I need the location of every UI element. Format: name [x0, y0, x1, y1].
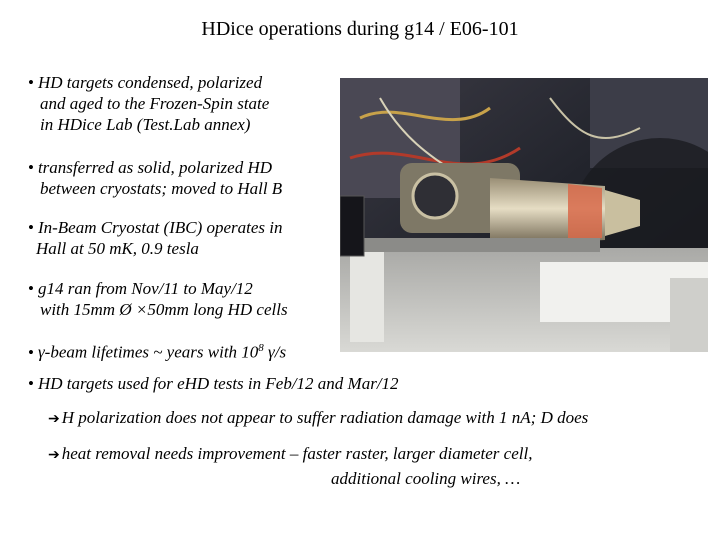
bullet-marker: • [28, 342, 34, 362]
bullet-line: γ-beam lifetimes ~ years with 10 [37, 342, 259, 362]
cryostat-photo-graphic [340, 78, 708, 352]
bullet-4 [28, 278, 288, 320]
bullet-marker: • [28, 279, 34, 298]
bullet-marker: • [28, 218, 34, 237]
sub-bullet-1 [48, 406, 588, 431]
bullet-line: Hall at 50 mK, 0.9 tesla [36, 239, 199, 258]
bullet-line: in HDice Lab (Test.Lab annex) [40, 115, 251, 134]
bullet-line: transferred as solid, polarized HD [37, 158, 273, 177]
bullet-line: γ/s [263, 342, 287, 362]
bullet-line: between cryostats; moved to Hall B [40, 179, 283, 198]
sub-bullet-line: H polarization does not appear to suffer radiation damage with 1 nA; D does [61, 408, 589, 427]
bullet-marker: • [28, 374, 34, 393]
bullet-2 [28, 157, 282, 199]
sub-bullet-line: heat removal needs improvement – faster raster, larger diameter cell, [61, 444, 533, 463]
sub-bullet-line: additional cooling wires, … [331, 469, 521, 488]
bullet-6 [28, 373, 399, 394]
arrow-icon: ➔ [48, 448, 60, 463]
bullet-3 [28, 217, 283, 259]
cryostat-photo [340, 78, 708, 352]
bullet-marker: • [28, 73, 34, 92]
arrow-icon: ➔ [48, 412, 60, 427]
bullet-line: HD targets used for eHD tests in Feb/12 and Mar/12 [37, 374, 399, 393]
superscript-exponent: 8 [258, 342, 264, 354]
bullet-line: g14 ran from Nov/11 to May/12 [37, 279, 253, 298]
bullet-line: In-Beam Cryostat (IBC) operates in [37, 218, 283, 237]
bullet-line: HD targets condensed, polarized [37, 73, 263, 92]
bullet-line: with 15mm Ø ×50mm long HD cells [40, 300, 288, 319]
sub-bullet-2 [48, 442, 532, 490]
bullet-line: and aged to the Frozen-Spin state [40, 94, 270, 113]
page-title: HDice operations during g14 / E06-101 [201, 18, 519, 40]
bullet-marker: • [28, 158, 34, 177]
bullet-1 [28, 72, 269, 135]
bullet-5 [28, 338, 286, 363]
